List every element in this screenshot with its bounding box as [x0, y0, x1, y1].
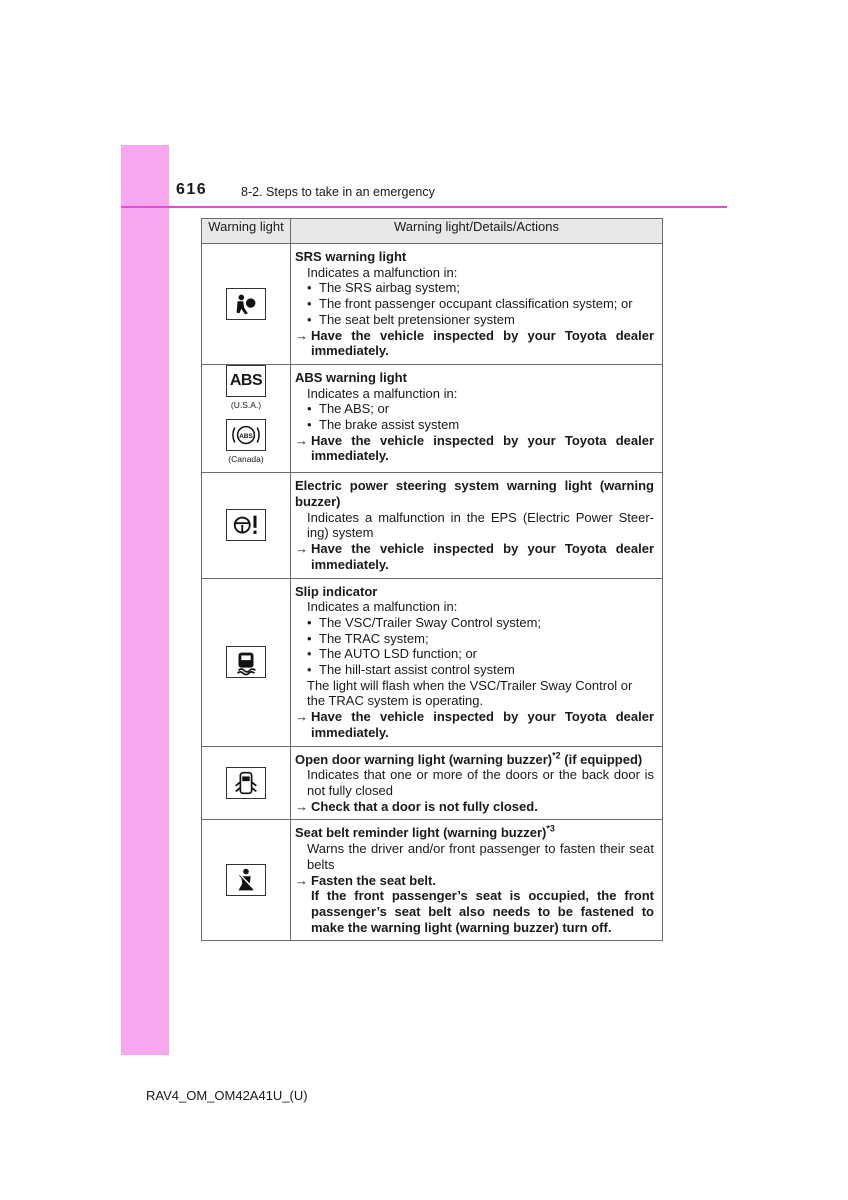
- abs-usa-icon: ABS: [226, 365, 266, 397]
- col-header-details: Warning light/Details/Actions: [291, 219, 663, 244]
- list-item: • The seat belt pretensioner system: [307, 311, 515, 327]
- list-item: • The SRS airbag system;: [307, 280, 460, 296]
- header-rule: [121, 206, 727, 208]
- open-door-icon: [226, 767, 266, 799]
- list-item: • The TRAC system;: [307, 630, 429, 646]
- table-row: [202, 820, 663, 941]
- desc-cell: [291, 746, 663, 820]
- table-header-row: [202, 219, 663, 244]
- table-row: [202, 746, 663, 820]
- page-number: 616: [176, 181, 208, 198]
- eps-intro: Indicates a malfunction in the EPS (Electric Power Steer-ing) system: [307, 509, 654, 541]
- abs-action: → Have the vehicle inspected by your Toyota dealer immediately.: [295, 432, 654, 464]
- footer-doc-id: RAV4_OM_OM42A41U_(U): [146, 1088, 308, 1103]
- list-item: • The AUTO LSD function; or: [307, 646, 477, 662]
- list-item: • The ABS; or: [307, 401, 390, 417]
- icon-cell: [202, 473, 291, 578]
- table-row: [202, 578, 663, 746]
- icon-cell: [202, 364, 291, 472]
- power-steering-icon: [226, 509, 266, 541]
- table-row: [202, 364, 663, 472]
- abs-canada-icon: [226, 419, 266, 451]
- list-item: • The hill-start assist control system: [307, 662, 515, 678]
- icon-cell: [202, 746, 291, 820]
- slip-title: Slip indicator: [295, 583, 378, 599]
- eps-title: Electric power steering system warning light (warning buzzer): [295, 478, 654, 510]
- col-header-warning-light: Warning light: [202, 219, 291, 244]
- srs-airbag-icon: [226, 288, 266, 320]
- door-intro: Indicates that one or more of the doors or the back door is not fully closed: [307, 767, 654, 798]
- slip-intro: Indicates a malfunction in:: [307, 599, 458, 615]
- desc-cell: [291, 820, 663, 941]
- section-title: 8-2. Steps to take in an emergency: [241, 185, 435, 199]
- seat-belt-icon: [226, 864, 266, 896]
- icon-cell: [202, 578, 291, 746]
- eps-action: → Have the vehicle inspected by your Toyota dealer immediately.: [295, 541, 654, 572]
- list-item: • The brake assist system: [307, 417, 460, 433]
- table-row: [202, 244, 663, 365]
- desc-cell: [291, 578, 663, 746]
- desc-cell: [291, 473, 663, 578]
- abs-title: ABS warning light: [295, 369, 407, 385]
- desc-cell: [291, 244, 663, 365]
- door-title: Open door warning light (warning buzzer)$^{*2}$ (if equipped): [295, 750, 643, 767]
- abs-canada-caption: (Canada): [228, 453, 264, 464]
- desc-cell: [291, 364, 663, 472]
- list-item: • The front passenger occupant classification system; or: [307, 296, 633, 312]
- icon-cell: [202, 820, 291, 941]
- icon-cell: [202, 244, 291, 365]
- seatbelt-action: → Fasten the seat belt.: [295, 872, 436, 888]
- slip-action: → Have the vehicle inspected by your Toyota dealer immediately.: [295, 709, 654, 740]
- srs-action: → Have the vehicle inspected by your Toyota dealer immediately.: [295, 327, 654, 359]
- srs-title: SRS warning light: [295, 249, 407, 264]
- seatbelt-title: Seat belt reminder light (warning buzzer)$^{*3}$: [295, 824, 555, 841]
- warning-light-table: [201, 218, 663, 941]
- list-item: • The VSC/Trailer Sway Control system;: [307, 614, 542, 630]
- table-row: [202, 473, 663, 578]
- slip-note: The light will flash when the VSC/Trailer Sway Control or the TRAC system is operating.: [307, 677, 633, 709]
- abs-canada-text: ABS: [239, 432, 253, 440]
- seatbelt-intro: Warns the driver and/or front passenger to fasten their seat belts: [307, 841, 654, 872]
- srs-intro: Indicates a malfunction in:: [307, 264, 458, 280]
- abs-intro: Indicates a malfunction in:: [307, 385, 458, 401]
- abs-usa-caption: (U.S.A.): [230, 399, 262, 410]
- seatbelt-action-detail: If the front passenger’s seat is occupied, the front passenger’s seat belt also needs to be fastened to make the warning light (warning buzzer) turn off.: [311, 888, 654, 935]
- slip-indicator-icon: [226, 646, 266, 678]
- side-band: [121, 145, 169, 1055]
- door-action: → Check that a door is not fully closed.: [295, 798, 538, 814]
